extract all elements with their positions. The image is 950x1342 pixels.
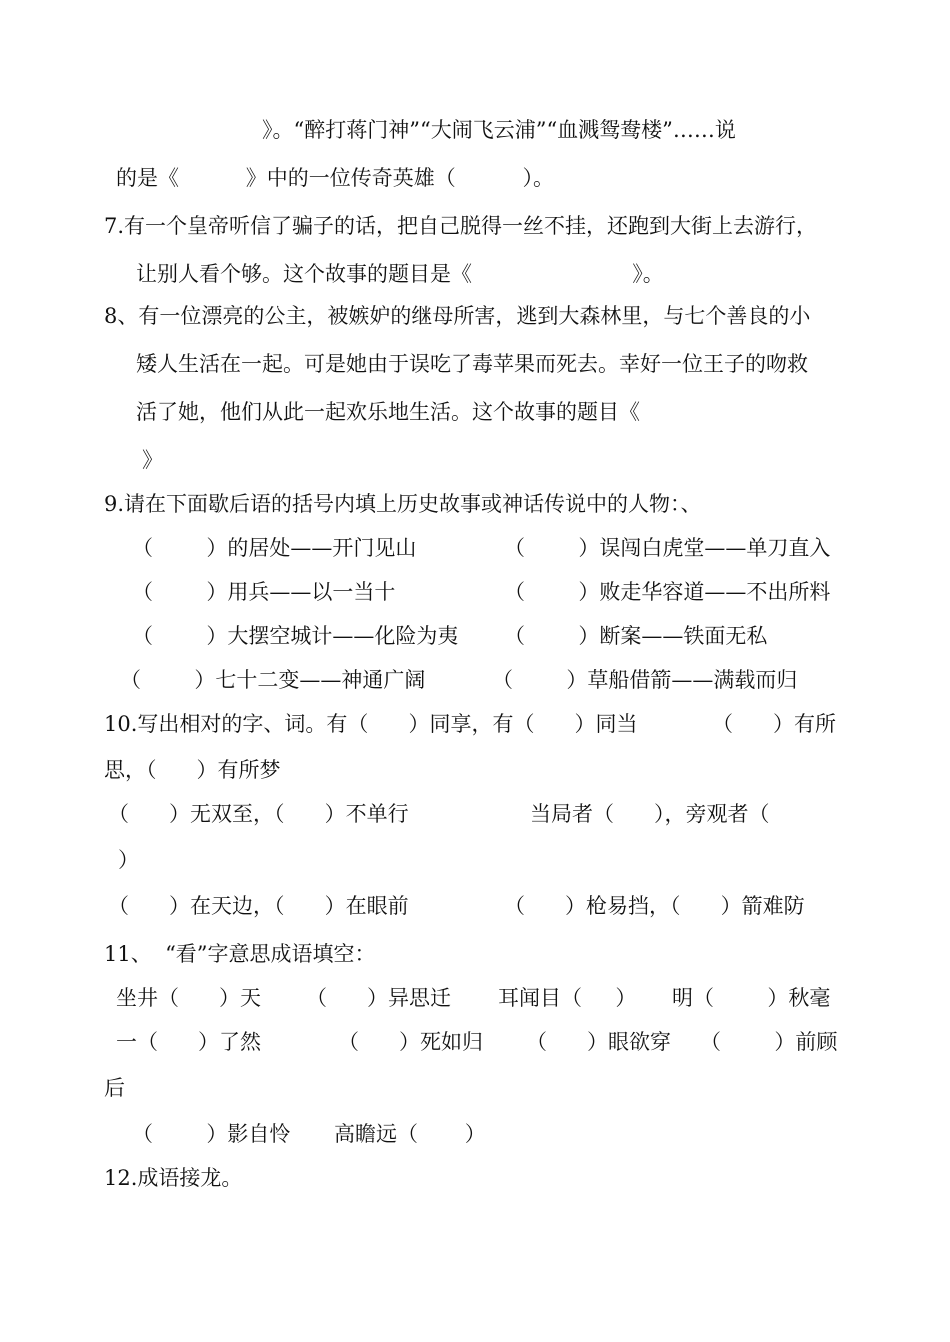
- q8-line-2: 矮人生活在一起。可是她由于误吃了毒苹果而死去。幸好一位王子的吻救: [136, 352, 808, 376]
- q10-item: ）: [118, 848, 139, 872]
- q9-item: （ ）的居处——开门见山: [132, 536, 417, 560]
- q10-item: （ ）无双至，（ ）不单行: [108, 802, 409, 826]
- q9-item: （ ）大摆空城计——化险为夷: [132, 624, 459, 648]
- q9-item: （ ）断案——铁面无私: [504, 624, 768, 648]
- q7-line-2: 让别人看个够。这个故事的题目是《 》。: [136, 262, 664, 286]
- q8-line-4: 》: [142, 448, 163, 472]
- q11-item: （ ）前顾: [700, 1030, 838, 1054]
- q11-item: （ ）死如归: [338, 1030, 484, 1054]
- q12-heading: 12.成语接龙。: [104, 1166, 243, 1190]
- q10-item: 思，（ ）有所梦: [104, 758, 281, 782]
- q7-line-1: 7.有一个皇帝听信了骗子的话，把自己脱得一丝不挂，还跑到大街上去游行，: [104, 214, 818, 238]
- q9-item: （ ）败走华容道——不出所料: [504, 580, 831, 604]
- q9-item: （ ）草船借箭——满载而归: [492, 668, 798, 692]
- q10-item: （ ）有所: [712, 712, 837, 736]
- q10-item: （ ）在天边，（ ）在眼前: [108, 894, 409, 918]
- q6-line-2: 的是《 》中的一位传奇英雄（ ）。: [116, 166, 555, 190]
- q10-heading: 10.写出相对的字、词。有（ ）同享，有（ ）同当: [104, 712, 638, 736]
- q11-item: （ ）影自怜: [132, 1122, 291, 1146]
- q6-line-1: 》。“醉打蒋门神”“大闹飞云浦”“血溅鸳鸯楼”……说: [262, 118, 736, 142]
- q11-item: （ ）眼欲穿: [526, 1030, 672, 1054]
- q8-line-3: 活了她，他们从此一起欢乐地生活。这个故事的题目《: [136, 400, 640, 424]
- q9-item: （ ）七十二变——神通广阔: [120, 668, 426, 692]
- q9-item: （ ）误闯白虎堂——单刀直入: [504, 536, 831, 560]
- q10-item: （ ）枪易挡，（ ）箭难防: [504, 894, 805, 918]
- q11-item: 一（ ）了然: [116, 1030, 262, 1054]
- q9-item: （ ）用兵——以一当十: [132, 580, 396, 604]
- q8-line-1: 8、有一位漂亮的公主，被嫉妒的继母所害，逃到大森林里，与七个善良的小: [104, 304, 811, 328]
- q11-item: 坐井（ ）天: [116, 986, 262, 1010]
- q9-heading: 9.请在下面歇后语的括号内填上历史故事或神话传说中的人物：、: [104, 492, 702, 516]
- q11-heading: 11、 “看”字意思成语填空：: [104, 942, 376, 966]
- q11-item: 后: [104, 1076, 125, 1100]
- q11-item: 明（ ）秋毫: [672, 986, 831, 1010]
- q11-item: （ ）异思迁: [306, 986, 452, 1010]
- q11-item: 高瞻远（ ）: [334, 1122, 486, 1146]
- q10-item: 当局者（ ），旁观者（: [530, 802, 770, 826]
- q11-item: 耳闻目（ ）: [498, 986, 637, 1010]
